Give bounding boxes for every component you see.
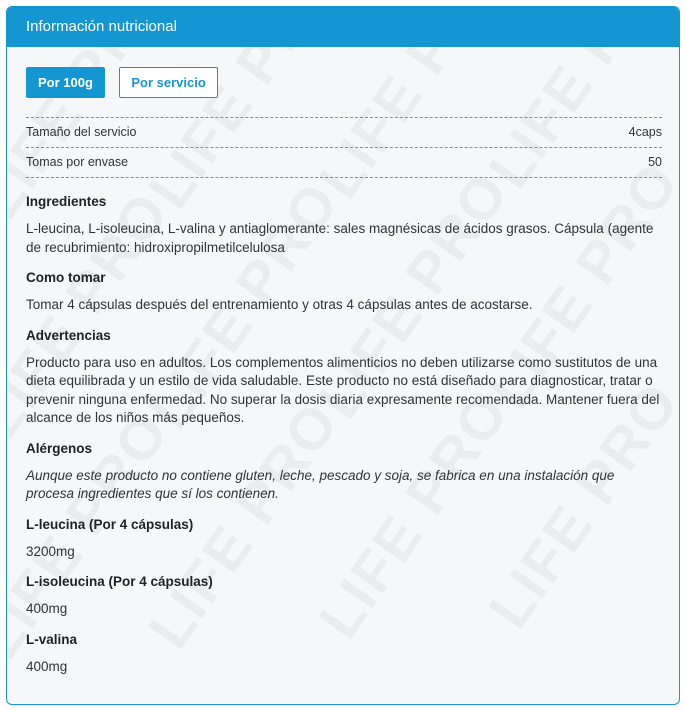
leucine-title: L-leucina (Por 4 cápsulas) xyxy=(26,516,194,532)
info-label: Tomas por envase xyxy=(26,155,129,169)
info-row-serving-size xyxy=(26,118,662,148)
nutrition-panel xyxy=(6,6,680,705)
how-to-take-title: Como tomar xyxy=(26,270,106,285)
how-to-take-text: Tomar 4 cápsulas después del entrenamiento y otras 4 cápsulas antes de acostarse. xyxy=(26,297,533,312)
panel-title: Información nutricional xyxy=(7,7,679,47)
valine-amount: 400mg xyxy=(26,658,68,674)
per-100g-button[interactable]: Por 100g xyxy=(26,67,105,98)
per-serving-button[interactable]: Por servicio xyxy=(119,67,217,98)
allergens-text: Aunque este producto no contiene gluten, leche, pescado y soja, se fabrica en una instalación que procesa ingredientes que sí los contienen. xyxy=(26,467,615,501)
isoleucine-title: L-isoleucina (Por 4 cápsulas) xyxy=(26,574,213,589)
warnings-title: Advertencias xyxy=(26,327,111,343)
info-label: Tamaño del servicio xyxy=(26,125,137,139)
info-value: 50 xyxy=(648,155,662,169)
info-row-servings-per-container xyxy=(26,148,662,178)
isoleucine-amount: 400mg xyxy=(26,601,68,616)
allergens-title: Alérgenos xyxy=(26,440,93,456)
panel-content xyxy=(26,47,662,676)
warnings-text: Producto para uso en adultos. Los complementos alimenticios no deben utilizarse como sustitutos de una dieta equilibrada y un estilo de vida saludable. Este producto no está diseñado para diagnosticar, tratar o prevenir ninguna enfermedad. No superar la dosis diaria expresamente recomendada. Mantener fuera del alcance de los niños más pequeños. xyxy=(26,354,660,425)
ingredients-title: Ingredientes xyxy=(26,194,107,209)
serving-info-table xyxy=(26,117,662,178)
leucine-amount: 3200mg xyxy=(26,543,75,559)
ingredients-text: L-leucina, L-isoleucina, L-valina y antiaglomerante: sales magnésicas de ácidos grasos. Cápsula (agente de recubrimiento: hidroxipropilmetilcelulosa xyxy=(26,221,654,255)
info-value: 4caps xyxy=(628,125,662,139)
valine-title: L-valina xyxy=(26,631,78,647)
serving-toggle xyxy=(26,67,662,98)
